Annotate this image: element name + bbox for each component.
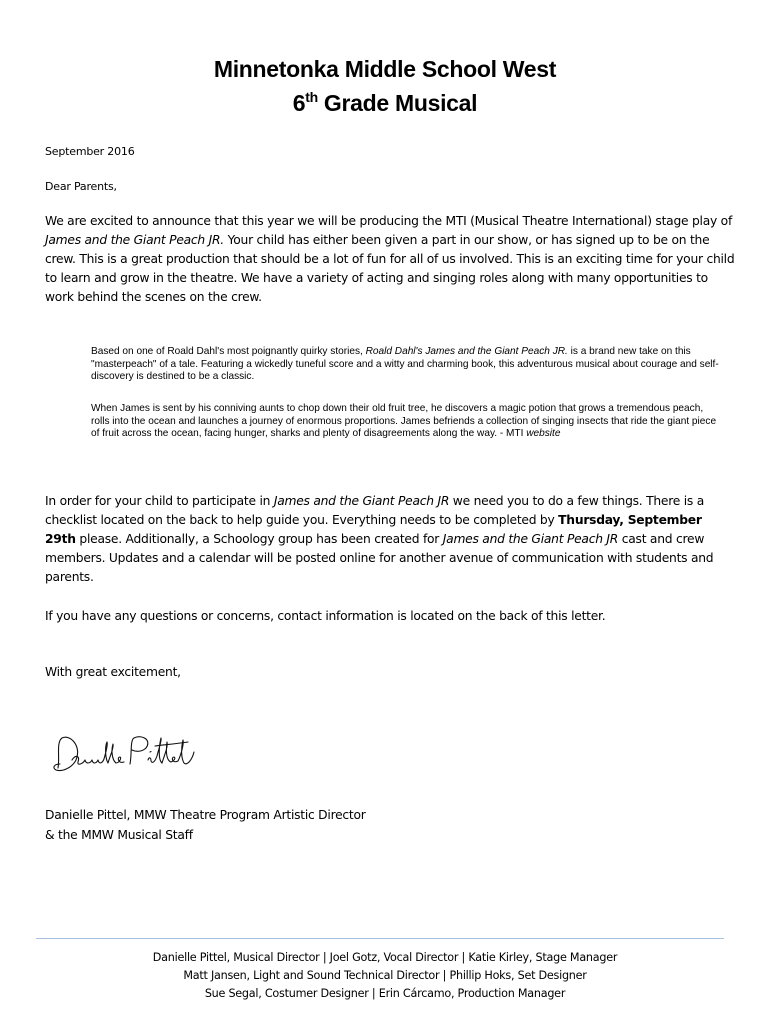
quote1-text-a: Based on one of Roald Dahl's most poignantly quirky stories,	[91, 346, 366, 357]
quote1-text-b: is a brand new take on this "masterpeach" of a tale. Featuring a wickedly tuneful score and a witty and charming book, this adventurous musical about courage and self-discovery is destined to be a classic.	[91, 346, 719, 383]
deadline: Thursday, September 29th	[45, 513, 702, 546]
musical-title	[0, 90, 770, 117]
grade-rest: Grade Musical	[317, 90, 478, 116]
quote2-source: website	[526, 428, 561, 440]
footer-staff-line-1: Danielle Pittel, Musical Director | Joel Gotz, Vocal Director | Katie Kirley, Stage Manager	[152, 951, 618, 964]
footer-divider	[36, 938, 724, 939]
para2-text-a: In order for your child to participate in	[45, 494, 274, 508]
letter-date: September 2016	[45, 145, 135, 158]
para2-text-c: please. Additionally, a Schoology group has been created for	[75, 532, 443, 546]
story-synopsis-quote	[91, 403, 721, 441]
footer-staff-line-2: Matt Jansen, Light and Sound Technical Director | Phillip Hoks, Set Designer	[183, 969, 587, 982]
footer-staff-line-3: Sue Segal, Costumer Designer | Erin Cárcamo, Production Manager	[204, 987, 566, 1000]
participation-paragraph	[45, 492, 735, 587]
intro-text-b: Your child has either been given a part in our show, or has signed up to be on the crew. This is a great production that should be a lot of fun for all of us involved. This is an exciting time for your child to learn and grow in the theatre. We have a variety of acting and singing roles along with many opportunities to work behind the scenes on the crew.	[45, 233, 735, 304]
school-title: Minnetonka Middle School West	[213, 56, 557, 82]
intro-paragraph	[45, 212, 735, 307]
questions-paragraph: If you have any questions or concerns, contact information is located on the back of this letter.	[45, 609, 606, 623]
show-description-quote	[91, 346, 721, 384]
para2-show-title-1: James and the Giant Peach JR	[273, 494, 450, 508]
para2-text-d: cast and crew members. Updates and a calendar will be posted online for another avenue of communication with students and parents.	[45, 532, 714, 584]
show-title: James and the Giant Peach JR.	[45, 233, 224, 247]
grade-suffix: th	[305, 89, 318, 105]
quote1-title: Roald Dahl's James and the Giant Peach JR.	[365, 346, 568, 357]
intro-text-a: We are excited to announce that this year we will be producing the MTI (Musical Theatre International) stage play of	[45, 214, 733, 228]
para2-text-b: we need you to do a few things. There is a checklist located on the back to help guide you. Everything needs to be completed by	[45, 494, 705, 527]
signer-title: Danielle Pittel, MMW Theatre Program Artistic Director	[45, 808, 366, 822]
salutation: Dear Parents,	[45, 180, 117, 193]
quote2-text: When James is sent by his conniving aunts to chop down their old fruit tree, he discovers a magic potion that grows a tremendous peach, rolls into the ocean and launches a journey of enormous proportions. James befriends a collection of singing insects that ride the giant piece of fruit across the ocean, facing hunger, sharks and plenty of disagreements along the way. - MTI	[91, 403, 717, 440]
closing: With great excitement,	[45, 665, 181, 679]
grade-number: 6	[292, 90, 306, 116]
para2-show-title-2: James and the Giant Peach JR	[442, 532, 619, 546]
signer-staff: & the MMW Musical Staff	[45, 828, 193, 842]
handwritten-signature	[50, 730, 200, 778]
